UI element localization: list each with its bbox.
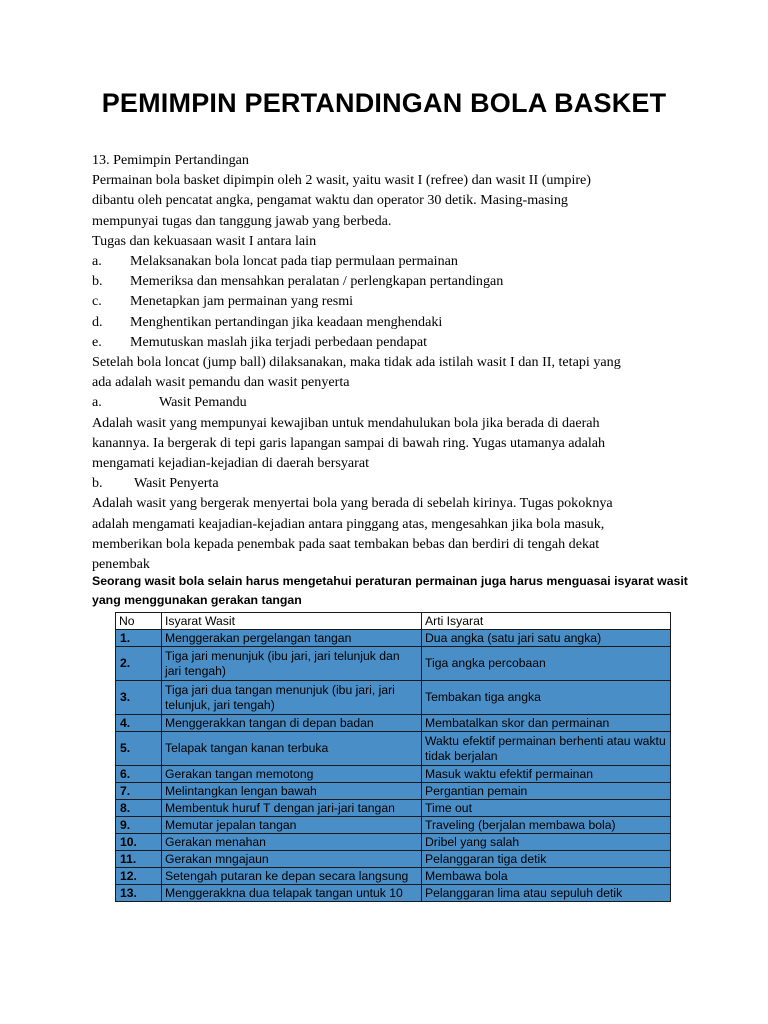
signal-cell: Melintangkan lengan bawah (162, 783, 422, 800)
meaning-cell: Membawa bola (422, 868, 671, 885)
table-row (116, 800, 671, 817)
header-cell: Arti Isyarat (422, 613, 671, 630)
referee-signals-table (115, 612, 671, 902)
paragraph-line: ada adalah wasit pemandu dan wasit penyerta (92, 374, 350, 391)
paragraph-line: Adalah wasit yang bergerak menyertai bola yang berada di sebelah kirinya. Tugas pokoknya (92, 495, 613, 512)
signal-cell: Gerakan menahan (162, 834, 422, 851)
row-number: 5. (116, 732, 162, 766)
header-cell: No (116, 613, 162, 630)
table-row (116, 868, 671, 885)
row-number: 6. (116, 766, 162, 783)
signal-cell: Telapak tangan kanan terbuka (162, 732, 422, 766)
paragraph-line: mengamati kejadian-kejadian di daerah bersyarat (92, 455, 370, 472)
table-row (116, 885, 671, 902)
list-marker: d. (92, 313, 103, 330)
table-row (116, 647, 671, 681)
list-marker: c. (92, 293, 102, 310)
list-marker: a. (92, 253, 102, 270)
signal-cell: Gerakan tangan memotong (162, 766, 422, 783)
paragraph-line: penembak (92, 556, 150, 573)
subheading: Wasit Penyerta (134, 475, 219, 492)
paragraph-line: Setelah bola loncat (jump ball) dilaksanakan, maka tidak ada istilah wasit I dan II, tetapi yang (92, 354, 621, 371)
page-title: PEMIMPIN PERTANDINGAN BOLA BASKET (101, 88, 667, 118)
table-row (116, 715, 671, 732)
meaning-cell: Tiga angka percobaan (422, 647, 671, 681)
table-row (116, 817, 671, 834)
signal-cell: Gerakan mngajaun (162, 851, 422, 868)
meaning-cell: Pelanggaran tiga detik (422, 851, 671, 868)
table-row (116, 681, 671, 715)
meaning-cell: Membatalkan skor dan permainan (422, 715, 671, 732)
list-marker: b. (92, 273, 103, 290)
paragraph-line: dibantu oleh pencatat angka, pengamat waktu dan operator 30 detik. Masing-masing (92, 192, 568, 209)
body-text (92, 150, 682, 574)
table-row (116, 783, 671, 800)
meaning-cell: Masuk waktu efektif permainan (422, 766, 671, 783)
referee-heading-pemandu (92, 392, 682, 412)
duty-item (92, 291, 682, 311)
duty-text: Memutuskan maslah jika terjadi perbedaan pendapat (130, 333, 428, 350)
row-number: 7. (116, 783, 162, 800)
paragraph-line: Adalah wasit yang mempunyai kewajiban untuk mendahulukan bola jika berada di daerah (92, 414, 600, 431)
paragraph-line: Permainan bola basket dipimpin oleh 2 wasit, yaitu wasit I (refree) dan wasit II (umpire) (92, 172, 591, 189)
duty-text: Menetapkan jam permainan yang resmi (130, 293, 354, 310)
table-row (116, 851, 671, 868)
paragraph-line: kanannya. Ia bergerak di tepi garis lapangan sampai di bawah ring. Yugas utamanya adalah (92, 434, 606, 451)
paragraph-line: mempunyai tugas dan tanggung jawab yang berbeda. (92, 212, 392, 229)
duty-item (92, 312, 682, 332)
meaning-cell: Time out (422, 800, 671, 817)
meaning-cell: Waktu efektif permainan berhenti atau waktu tidak berjalan (422, 732, 671, 766)
signal-cell: Tiga jari dua tangan menunjuk (ibu jari, jari telunjuk, jari tengah) (162, 681, 422, 715)
subheading: Wasit Pemandu (159, 394, 247, 411)
bold-note: Seorang wasit bola selain harus mengetahui peraturan permainan juga harus menguasai isyarat wasit yang menggunakan gerakan tangan (92, 574, 688, 607)
row-number: 1. (116, 630, 162, 647)
row-number: 4. (116, 715, 162, 732)
signal-cell: Tiga jari menunjuk (ibu jari, jari telunjuk dan jari tengah) (162, 647, 422, 681)
duty-item (92, 251, 682, 271)
section-heading: 13. Pemimpin Pertandingan (92, 152, 249, 168)
table-row (116, 766, 671, 783)
table-row (116, 732, 671, 766)
row-number: 2. (116, 647, 162, 681)
table-row (116, 834, 671, 851)
table-row (116, 630, 671, 647)
duty-text: Menghentikan pertandingan jika keadaan menghendaki (130, 313, 443, 330)
duty-text: Melaksanakan bola loncat pada tiap permulaan permainan (130, 253, 458, 270)
paragraph-line: memberikan bola kepada penembak pada saat tembakan bebas dan berdiri di tengah dekat (92, 535, 600, 552)
meaning-cell: Tembakan tiga angka (422, 681, 671, 715)
meaning-cell: Dribel yang salah (422, 834, 671, 851)
row-number: 8. (116, 800, 162, 817)
header-cell: Isyarat Wasit (162, 613, 422, 630)
meaning-cell: Traveling (berjalan membawa bola) (422, 817, 671, 834)
row-number: 13. (116, 885, 162, 902)
duty-text: Memeriksa dan mensahkan peralatan / perlengkapan pertandingan (130, 273, 504, 290)
paragraph-line: adalah mengamati keajadian-kejadian antara pinggang atas, mengesahkan jika bola masuk, (92, 515, 605, 532)
signal-cell: Menggerakkna dua telapak tangan untuk 10 (162, 885, 422, 902)
signal-cell: Setengah putaran ke depan secara langsung (162, 868, 422, 885)
list-marker: a. (92, 394, 102, 411)
signal-cell: Menggerakan pergelangan tangan (162, 630, 422, 647)
meaning-cell: Pergantian pemain (422, 783, 671, 800)
table-header-row (116, 613, 671, 630)
row-number: 10. (116, 834, 162, 851)
row-number: 9. (116, 817, 162, 834)
row-number: 11. (116, 851, 162, 868)
paragraph-line: Tugas dan kekuasaan wasit I antara lain (92, 232, 317, 249)
list-marker: b. (92, 475, 103, 492)
list-marker: e. (92, 333, 102, 350)
duty-item (92, 271, 682, 291)
meaning-cell: Dua angka (satu jari satu angka) (422, 630, 671, 647)
row-number: 3. (116, 681, 162, 715)
signal-cell: Membentuk huruf T dengan jari-jari tangan (162, 800, 422, 817)
signal-cell: Menggerakkan tangan di depan badan (162, 715, 422, 732)
row-number: 12. (116, 868, 162, 885)
signal-cell: Memutar jepalan tangan (162, 817, 422, 834)
duty-item (92, 332, 682, 352)
referee-heading-penyerta (92, 473, 682, 493)
meaning-cell: Pelanggaran lima atau sepuluh detik (422, 885, 671, 902)
